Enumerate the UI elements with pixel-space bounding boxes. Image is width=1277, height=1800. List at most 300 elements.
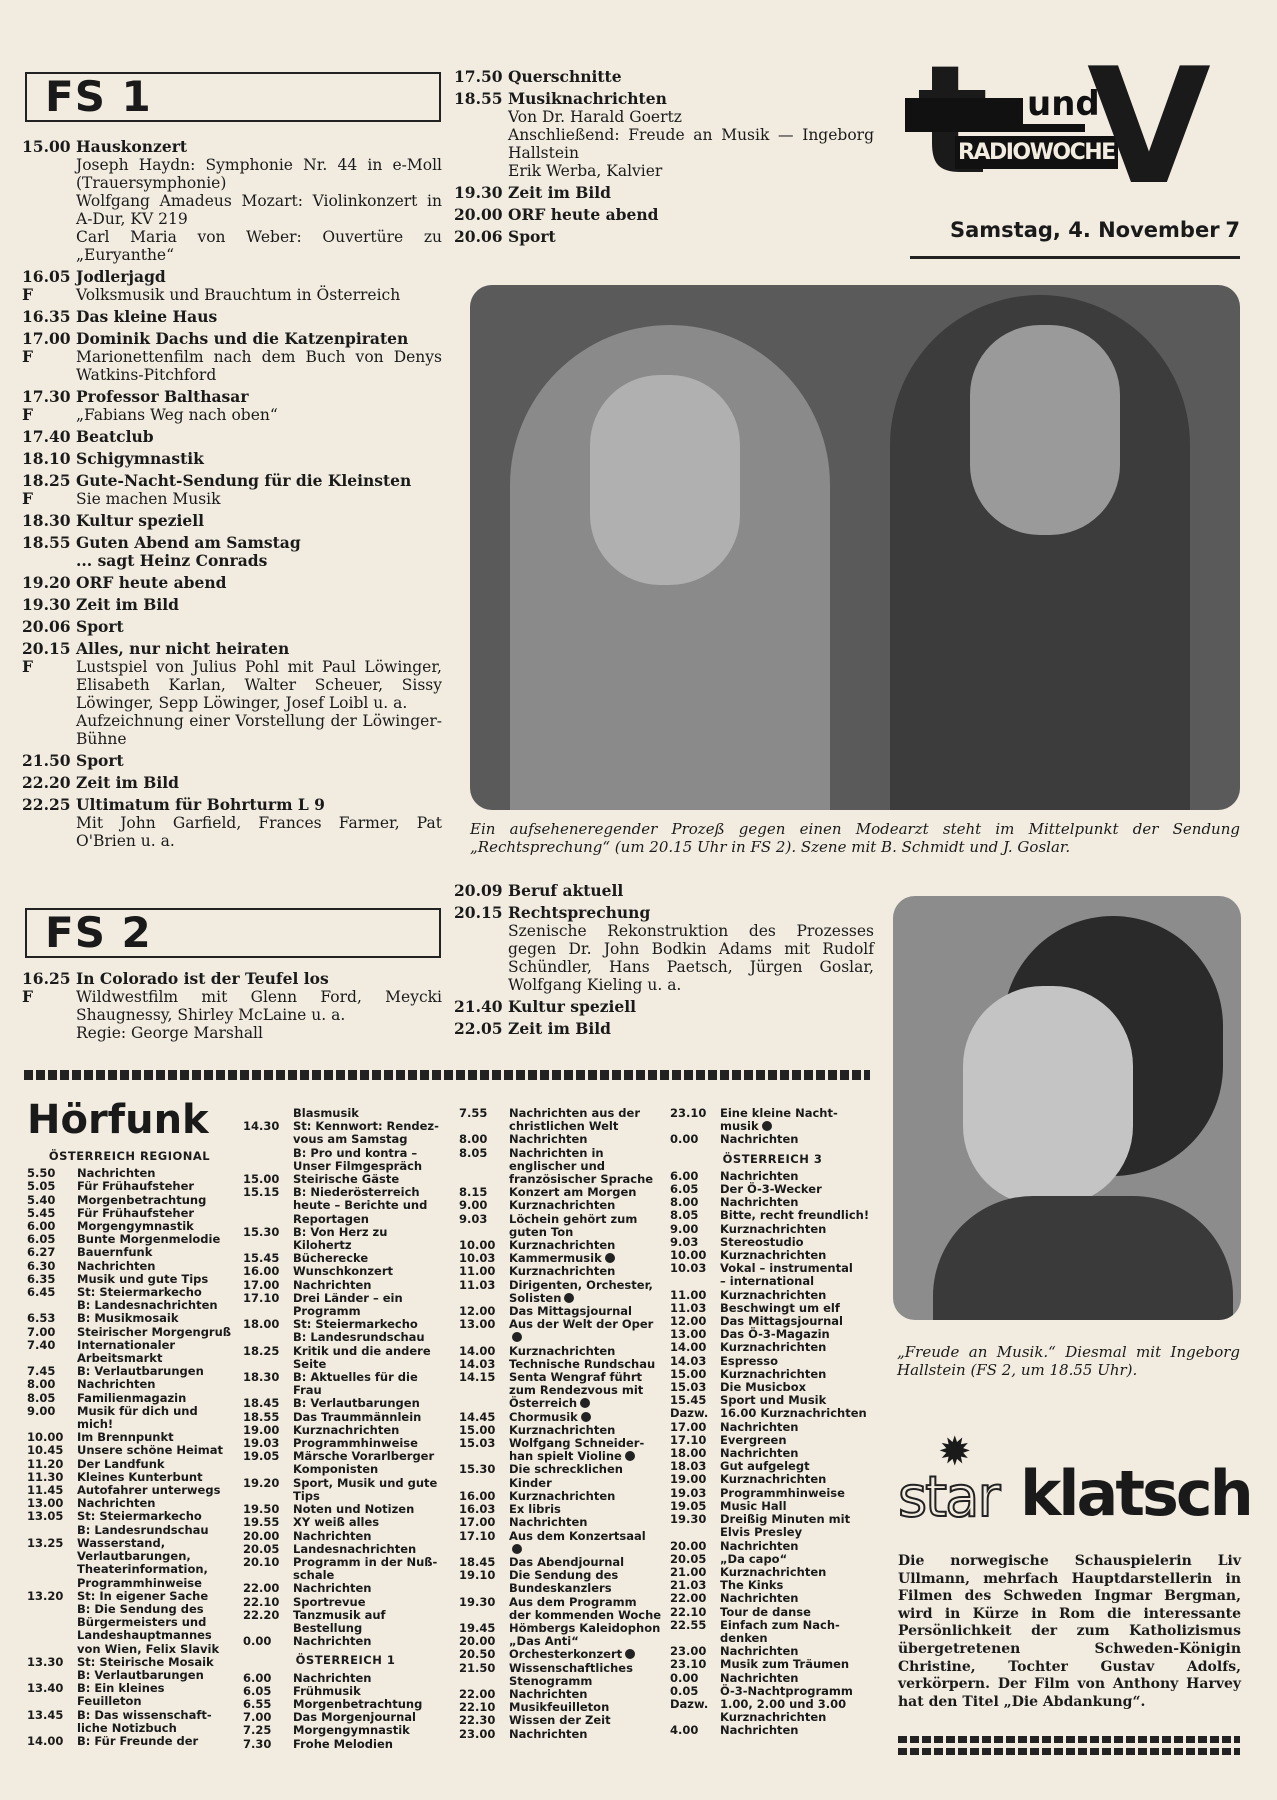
program-time <box>22 138 76 264</box>
radio-entry <box>670 1275 875 1288</box>
radio-title: Nachrichten <box>509 1132 588 1147</box>
radio-entry <box>670 1487 875 1500</box>
program-detail: Von Dr. Harald Goertz <box>508 108 682 126</box>
radio-title: Verlautbarungen, <box>77 1549 191 1564</box>
color-flag: F <box>22 489 34 508</box>
radio-title: Drei Länder – ein <box>293 1290 403 1305</box>
radio-title: Nachrichten <box>509 1726 588 1741</box>
radio-title: B: Die Sendung des <box>77 1601 204 1616</box>
radio-time: 14.45 <box>459 1409 496 1424</box>
radio-title: Theaterinformation, <box>77 1562 208 1577</box>
radio-entry <box>27 1510 232 1523</box>
radio-time: 20.00 <box>459 1634 496 1649</box>
radio-entry <box>27 1458 232 1471</box>
radio-time: 0.00 <box>670 1132 699 1147</box>
radio-entry <box>27 1524 232 1537</box>
radio-title: Nachrichten aus der <box>509 1106 640 1120</box>
radio-time: 14.00 <box>459 1343 496 1358</box>
radio-time: 18.45 <box>243 1396 280 1411</box>
radio-title: Kammermusik <box>509 1252 664 1265</box>
radio-time: 18.00 <box>243 1317 280 1332</box>
program-time-text: 21.50 <box>22 751 71 770</box>
radio-title: Morgengymnastik <box>293 1723 410 1738</box>
radio-title: B: Niederösterreich <box>293 1185 420 1200</box>
radio-title: Espresso <box>720 1353 778 1368</box>
radio-title: Kurznachrichten <box>720 1472 827 1487</box>
program-time-text: 22.20 <box>22 773 71 792</box>
radio-column-1 <box>27 1144 232 1748</box>
program-entry <box>22 428 442 446</box>
radio-title: Kurznachrichten <box>720 1287 827 1302</box>
radio-title: Der Ö-3-Wecker <box>720 1182 822 1197</box>
program-title: Sport <box>76 751 124 770</box>
radio-entry <box>459 1199 664 1212</box>
radio-title: schale <box>293 1568 335 1583</box>
radio-entry <box>243 1724 448 1737</box>
radio-time: 18.45 <box>459 1554 496 1569</box>
program-time-text: 19.20 <box>22 573 71 592</box>
program-entry <box>22 796 442 850</box>
radio-title: Wunschkonzert <box>293 1264 393 1279</box>
color-flag: F <box>22 987 34 1006</box>
radio-time: 15.03 <box>670 1380 707 1395</box>
program-detail: Erik Werba, Kalvier <box>508 162 663 180</box>
program-body <box>76 308 442 326</box>
radio-time: 15.45 <box>670 1393 707 1408</box>
radio-time <box>243 1147 293 1160</box>
radio-time: 7.00 <box>243 1710 272 1725</box>
radio-entry <box>670 1606 875 1619</box>
program-time <box>454 68 508 86</box>
radio-time: 13.20 <box>27 1588 64 1603</box>
radio-title: Arbeitsmarkt <box>77 1351 163 1366</box>
radio-title: Noten und Notizen <box>293 1502 415 1517</box>
radio-time: 14.00 <box>27 1733 64 1748</box>
program-time-text: 20.09 <box>454 881 503 900</box>
fs2-label: FS 2 <box>45 908 152 957</box>
radio-time: 15.00 <box>243 1172 280 1187</box>
program-title: Musiknachrichten <box>508 89 667 108</box>
radio-title: Kurznachrichten <box>720 1340 827 1355</box>
program-time-text: 20.15 <box>22 639 71 658</box>
star-burst-icon: ✹ <box>938 1429 972 1475</box>
stereo-dot-icon <box>580 1398 590 1408</box>
radio-title: Stereostudio <box>720 1234 804 1249</box>
radio-time <box>459 1160 509 1173</box>
program-entry <box>454 998 874 1016</box>
program-time <box>454 904 508 994</box>
radio-time: Dazw. <box>670 1696 709 1711</box>
radio-time: 19.55 <box>243 1515 280 1530</box>
radio-time: 15.00 <box>459 1422 496 1437</box>
radio-title: liche Notizbuch <box>77 1720 177 1735</box>
program-entry <box>22 330 442 384</box>
radio-title: Nachrichten in <box>509 1145 604 1160</box>
radio-title: St: In eigener Sache <box>77 1588 209 1603</box>
radio-title: Sport, Musik und gute <box>293 1475 438 1490</box>
radio-time: 11.00 <box>670 1287 707 1302</box>
radio-title: Dirigenten, Orchester, <box>509 1277 653 1292</box>
program-entry <box>22 138 442 264</box>
program-body <box>76 596 442 614</box>
radio-entry <box>243 1331 448 1344</box>
radio-entry <box>670 1209 875 1222</box>
radio-title: guten Ton <box>509 1224 574 1239</box>
radio-time: 18.03 <box>670 1459 707 1474</box>
radio-station-heading: ÖSTERREICH 1 <box>295 1653 396 1668</box>
radio-title: Morgengymnastik <box>77 1219 194 1234</box>
radio-time: 18.30 <box>243 1370 280 1385</box>
program-time-text: 18.25 <box>22 471 71 490</box>
radio-time <box>243 1133 293 1146</box>
stereo-dot-icon <box>625 1649 635 1659</box>
radio-time: 19.03 <box>243 1436 280 1451</box>
radio-entry <box>670 1724 875 1737</box>
program-title: ORF heute abend <box>76 573 227 592</box>
radio-title: Nachrichten <box>509 1515 588 1530</box>
program-detail: Volksmusik und Brauchtum in Österreich <box>76 286 401 304</box>
radio-title: 1.00, 2.00 und 3.00 <box>720 1696 847 1711</box>
program-body <box>508 68 874 86</box>
radio-title: Kleines Kunterbunt <box>77 1469 203 1484</box>
radio-time: 8.00 <box>670 1195 699 1210</box>
radio-title: Nachrichten <box>720 1168 799 1183</box>
radio-title: B: Landesrundschau <box>77 1522 209 1537</box>
radio-time: 10.00 <box>459 1238 496 1253</box>
radio-entry <box>27 1563 232 1576</box>
radio-entry <box>243 1609 448 1622</box>
radio-entry <box>459 1609 664 1622</box>
radio-time: 22.00 <box>670 1591 707 1606</box>
radio-title: Für Frühaufsteher <box>77 1179 195 1194</box>
program-body <box>508 228 874 246</box>
program-time-text: 17.30 <box>22 387 71 406</box>
radio-entry <box>27 1695 232 1708</box>
radio-entry <box>670 1658 875 1671</box>
radio-time: 10.45 <box>27 1443 64 1458</box>
program-title: Sport <box>508 227 556 246</box>
fs2-header <box>25 908 441 958</box>
radio-entry <box>459 1543 664 1556</box>
program-time-text: 18.30 <box>22 511 71 530</box>
radio-entry <box>243 1685 448 1698</box>
radio-time: 15.03 <box>459 1436 496 1451</box>
radio-time: 19.00 <box>670 1472 707 1487</box>
radio-time: 22.55 <box>670 1617 707 1632</box>
radio-time: 17.00 <box>459 1515 496 1530</box>
radio-entry <box>243 1477 448 1490</box>
radio-title: B: Verlautbarungen <box>77 1364 204 1379</box>
radio-time: 13.45 <box>27 1707 64 1722</box>
radio-entry <box>27 1312 232 1325</box>
radio-title: Evergreen <box>720 1432 787 1447</box>
radio-time <box>27 1643 77 1656</box>
radio-time: 11.03 <box>459 1277 496 1292</box>
program-detail: Regie: George Marshall <box>76 1024 263 1042</box>
radio-entry <box>27 1722 232 1735</box>
program-entry <box>22 512 442 530</box>
program-entry <box>22 596 442 614</box>
radio-title: Nachrichten <box>77 1496 156 1511</box>
radio-time: 23.00 <box>459 1726 496 1741</box>
radio-title: Steirischer Morgengruß <box>77 1324 232 1339</box>
radio-time: 13.00 <box>459 1317 496 1332</box>
program-time <box>454 882 508 900</box>
radio-entry <box>243 1738 448 1751</box>
radio-time: 7.00 <box>27 1324 56 1339</box>
radio-title: Kritik und die andere <box>293 1343 431 1358</box>
program-title: Dominik Dachs und die Katzenpiraten <box>76 329 409 348</box>
program-time-text: 15.00 <box>22 137 71 156</box>
radio-time <box>459 1543 509 1556</box>
radio-title: B: Verlautbarungen <box>77 1667 204 1682</box>
radio-title: zum Rendezvous mit <box>509 1383 644 1398</box>
radio-time: 7.25 <box>243 1723 272 1738</box>
program-entry <box>22 618 442 636</box>
radio-title: Aus dem Konzertsaal <box>509 1528 646 1543</box>
radio-time <box>459 1477 509 1490</box>
stereo-dot-icon <box>512 1332 522 1342</box>
radio-entry <box>670 1619 875 1632</box>
radio-time: 6.35 <box>27 1271 56 1286</box>
program-entry <box>454 90 874 180</box>
page-number: 7 <box>1225 218 1240 242</box>
program-entry <box>454 228 874 246</box>
radio-title: Nachrichten <box>720 1644 799 1659</box>
radio-title: Der Landfunk <box>77 1456 165 1471</box>
radio-title: Programm in der Nuß- <box>293 1554 438 1569</box>
radio-title: Seite <box>293 1356 327 1371</box>
radio-title: heute – Berichte und <box>293 1198 428 1213</box>
radio-title: Die schrecklichen <box>509 1462 623 1477</box>
radio-entry <box>243 1543 448 1556</box>
program-body <box>508 904 874 994</box>
program-time-text: 20.00 <box>454 205 503 224</box>
program-time <box>454 184 508 202</box>
radio-title: Österreich <box>509 1397 664 1410</box>
radio-title: Bunte Morgenmelodie <box>77 1232 221 1247</box>
radio-time: 10.00 <box>670 1248 707 1263</box>
radio-entry <box>243 1463 448 1476</box>
radio-time: 5.05 <box>27 1179 56 1194</box>
program-time <box>22 774 76 792</box>
program-entry <box>454 68 874 86</box>
radio-time: 16.00 <box>243 1264 280 1279</box>
stereo-dot-icon <box>605 1253 615 1263</box>
program-time-text: 22.25 <box>22 795 71 814</box>
radio-title: – international <box>720 1274 815 1289</box>
program-title: Zeit im Bild <box>508 1019 612 1038</box>
radio-entry <box>670 1289 875 1302</box>
radio-title: Internationaler <box>77 1337 176 1352</box>
photo-rechtsprechung <box>470 285 1240 810</box>
color-flag: F <box>22 285 34 304</box>
radio-time: 19.05 <box>243 1449 280 1464</box>
radio-time <box>459 1609 509 1622</box>
program-time-text: 20.06 <box>454 227 503 246</box>
radio-time: 6.00 <box>243 1670 272 1685</box>
starklatsch-text: Die norwegische Schauspielerin Liv Ullmann, mehrfach Hauptdarstellerin in Filmen des Schweden Ingmar Bergman, wird in Kürze in Rom die interessante Persönlichkeit der zum Katholizismus übergetretenen Schweden-Königin Christine, Tochter Gustav Adolfs, verkörpern. Der Film von Anthony Harvey hat den Titel „Die Abdankung“. <box>898 1553 1241 1710</box>
radio-entry <box>670 1540 875 1553</box>
radio-time: 6.53 <box>27 1311 56 1326</box>
radio-title: Unsere schöne Heimat <box>77 1443 223 1458</box>
radio-title: Nachrichten <box>720 1446 799 1461</box>
radio-entry <box>459 1463 664 1476</box>
radio-time: 11.45 <box>27 1483 64 1498</box>
radio-entry <box>670 1133 875 1146</box>
logo-letter-v: V <box>1087 33 1211 220</box>
radio-entry <box>243 1199 448 1212</box>
program-entry <box>22 534 442 570</box>
program-time-text: 16.05 <box>22 267 71 286</box>
photo-caption-1: Ein aufseheneregender Prozeß gegen einen Modearzt steht im Mittelpunkt der Sendung „Rechtsprechung“ (um 20.15 Uhr in FS 2). Szene mit B. Schmidt und J. Goslar. <box>470 820 1240 856</box>
radio-title: Nachrichten <box>720 1538 799 1553</box>
program-title: Jodlerjagd <box>76 267 166 286</box>
radio-entry <box>243 1279 448 1292</box>
radio-time: 19.10 <box>459 1568 496 1583</box>
radio-time: 15.45 <box>243 1251 280 1266</box>
radio-title: Eine kleine Nacht- <box>720 1106 838 1120</box>
radio-entry <box>670 1592 875 1605</box>
program-entry <box>22 752 442 770</box>
radio-title: Frühmusik <box>293 1683 361 1698</box>
program-detail: Anschließend: Freude an Musik — Ingeborg Hallstein <box>508 126 874 162</box>
radio-time: 13.25 <box>27 1535 64 1550</box>
photo-ingeborg-hallstein <box>893 896 1241 1320</box>
radio-time: 16.00 <box>459 1488 496 1503</box>
radio-title: Das Abendjournal <box>509 1554 625 1569</box>
radio-entry <box>670 1107 875 1120</box>
radio-title: Vokal – instrumental <box>720 1261 853 1276</box>
program-detail: Lustspiel von Julius Pohl mit Paul Löwinger, Elisabeth Karlan, Walter Scheuer, Sissy Löwinger, Sepp Löwinger, Josef Loibl u. a. <box>76 658 442 712</box>
radio-time: 15.15 <box>243 1185 280 1200</box>
radio-time: 6.05 <box>243 1683 272 1698</box>
radio-time: 11.30 <box>27 1469 64 1484</box>
radio-column-4 <box>670 1107 875 1738</box>
program-body <box>76 450 442 468</box>
program-time-text: 20.15 <box>454 903 503 922</box>
program-time <box>454 206 508 224</box>
radio-time: 19.05 <box>670 1498 707 1513</box>
radio-entry <box>27 1643 232 1656</box>
radio-title: Ex libris <box>509 1502 561 1517</box>
radio-station-heading: ÖSTERREICH REGIONAL <box>48 1149 211 1163</box>
radio-title: B: Verlautbarungen <box>293 1396 420 1411</box>
program-detail: Szenische Rekonstruktion des Prozesses gegen Dr. John Bodkin Adams mit Rudolf Schündler, Hans Paetsch, Jürgen Goslar, Wolfgang Kieling u. a. <box>508 922 874 994</box>
radio-title: B: Von Herz zu <box>293 1224 388 1239</box>
radio-time: 17.10 <box>459 1528 496 1543</box>
radio-time: 14.03 <box>459 1356 496 1371</box>
radio-entry <box>27 1260 232 1273</box>
fs2-continued-mid <box>454 882 874 1042</box>
radio-time: 6.05 <box>27 1232 56 1247</box>
program-body <box>76 138 442 264</box>
radio-entry <box>27 1392 232 1405</box>
radio-time: 18.25 <box>243 1343 280 1358</box>
program-body <box>76 796 442 850</box>
radio-title: Senta Wengraf führt <box>509 1370 643 1385</box>
radio-title: Beschwingt um elf <box>720 1300 840 1315</box>
radio-time: 8.00 <box>459 1132 488 1147</box>
fs1-program-list <box>22 138 442 854</box>
radio-time: 13.30 <box>27 1654 64 1669</box>
radio-title: B: Für Freunde der <box>77 1733 199 1748</box>
radio-title: Kurznachrichten <box>509 1488 616 1503</box>
radio-time: 11.03 <box>670 1300 707 1315</box>
logo-radiowoche: RADIOWOCHE <box>955 136 1118 169</box>
program-title: Rechtsprechung <box>508 903 651 922</box>
radio-entry <box>243 1530 448 1543</box>
radio-time: 12.00 <box>670 1314 707 1329</box>
program-time <box>22 752 76 770</box>
magazine-logo <box>905 33 1235 220</box>
program-time <box>22 640 76 748</box>
radio-time: 0.00 <box>670 1670 699 1685</box>
radio-time: 11.20 <box>27 1456 64 1471</box>
radio-title: Familienmagazin <box>77 1390 187 1405</box>
logo-und: und <box>1023 84 1104 124</box>
program-time-text: 18.55 <box>454 89 503 108</box>
radio-entry <box>27 1326 232 1339</box>
radio-title: musik <box>720 1120 875 1133</box>
radio-time: 20.05 <box>243 1541 280 1556</box>
program-title: Guten Abend am Samstag <box>76 533 301 552</box>
radio-title: Steirische Gäste <box>293 1172 400 1187</box>
photo-face-man <box>970 325 1120 535</box>
radio-time: 22.20 <box>243 1607 280 1622</box>
program-detail: ... sagt Heinz Conrads <box>76 551 268 570</box>
radio-entry <box>243 1265 448 1278</box>
radio-entry <box>670 1526 875 1539</box>
program-time <box>22 618 76 636</box>
radio-title: Das Mittagsjournal <box>509 1304 632 1319</box>
radio-title: Tour de danse <box>720 1604 811 1619</box>
radio-title: Nachrichten <box>293 1277 372 1292</box>
radio-time: 22.10 <box>459 1700 496 1715</box>
radio-title: Bitte, recht freundlich! <box>720 1208 870 1223</box>
radio-entry <box>27 1405 232 1418</box>
radio-title: Morgenbetrachtung <box>293 1696 423 1711</box>
program-entry <box>22 388 442 424</box>
program-time <box>454 998 508 1016</box>
radio-title: Kurznachrichten <box>720 1221 827 1236</box>
radio-time <box>459 1675 509 1688</box>
radio-entry <box>670 1553 875 1566</box>
radio-title: Hömbergs Kaleidophon <box>509 1620 661 1635</box>
radio-title: B: Aktuelles für die <box>293 1370 418 1385</box>
radio-time: 22.00 <box>459 1686 496 1701</box>
radio-title: Die Sendung des <box>509 1568 619 1583</box>
radio-title: Technische Rundschau <box>509 1356 656 1371</box>
radio-title: Aus der Welt der Oper <box>509 1318 664 1344</box>
radio-time: 15.00 <box>670 1366 707 1381</box>
radio-title: denken <box>720 1630 768 1645</box>
radio-time <box>27 1577 77 1590</box>
radio-title: Wissenschaftliches <box>509 1660 633 1675</box>
radio-title: französischer Sprache <box>509 1172 654 1187</box>
program-time <box>22 472 76 508</box>
radio-time: 20.05 <box>670 1551 707 1566</box>
fs1-label: FS 1 <box>45 72 152 121</box>
radio-title: Musik zum Träumen <box>720 1657 850 1672</box>
program-title: Professor Balthasar <box>76 387 249 406</box>
program-detail: „Fabians Weg nach oben“ <box>76 406 278 424</box>
radio-time: 22.00 <box>243 1581 280 1596</box>
program-body <box>76 752 442 770</box>
radio-title: vous am Samstag <box>293 1132 408 1147</box>
program-body <box>508 882 874 900</box>
radio-time: 5.45 <box>27 1205 56 1220</box>
